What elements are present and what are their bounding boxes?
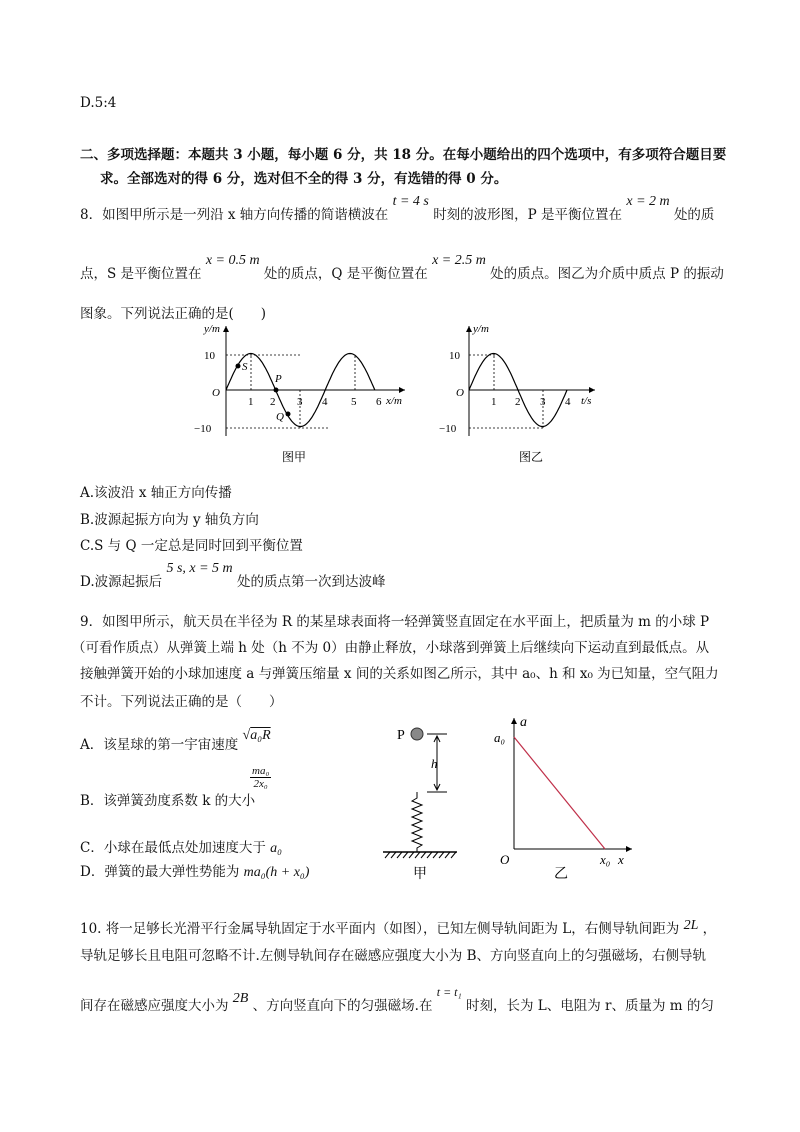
x-axis-label: x <box>618 852 624 867</box>
caption-yi: 图乙 <box>519 450 544 464</box>
tick-3: 3 <box>540 396 546 408</box>
q8-xq-eq: x = 2.5 m <box>432 253 486 268</box>
a-axis-label: a <box>520 715 527 730</box>
x-axis-label: x/m <box>386 395 402 407</box>
q9-sqrt-eq: √a₀R <box>242 728 271 743</box>
q10-2b-eq: 2B <box>232 991 249 1006</box>
caption-yi: 乙 <box>554 867 568 882</box>
origin-label: O <box>212 387 220 399</box>
q8-text: 时刻的波形图，P 是平衡位置在 <box>433 207 623 223</box>
tick-minus-10: −10 <box>194 423 212 435</box>
q9-option-a: A．该星球的第一宇宙速度 √a₀R <box>80 728 271 753</box>
q10-t1-eq: t = t₁ <box>436 985 462 999</box>
ball-label: P <box>397 728 405 743</box>
q8-figure-vibration <box>435 318 610 473</box>
ax-line <box>514 737 605 849</box>
q9-fraction: ma₀ 2x₀ <box>252 765 270 790</box>
q9-option-d: D．弹簧的最大弹性势能为 ma₀(h + x₀) <box>80 864 310 880</box>
x0-label: x₀ <box>600 852 611 867</box>
tick-6: 6 <box>376 396 382 408</box>
q10-line1: 10. 将一足够长光滑平行金属导轨固定于水平面内（如图），已知左侧导轨间距为 L，右侧导轨间距为 2L ， <box>80 918 717 937</box>
q8-option-b: B.波源起振方向为 y 轴负方向 <box>80 512 259 528</box>
spring <box>412 792 422 852</box>
q10-line2: 导轨足够长且电阻可忽略不计.左侧导轨间存在磁感应强度大小为 B、方向竖直向上的匀强磁场，右侧导轨 <box>80 948 707 964</box>
q8-option-a: A.该波沿 x 轴正方向传播 <box>80 485 232 501</box>
q8-text: 处的质点，Q 是平衡位置在 <box>263 266 428 282</box>
caption-jia: 图甲 <box>282 450 307 464</box>
y-axis-label: y/m <box>473 323 489 335</box>
q9-option-c: C．小球在最低点处加速度大于 a₀ <box>80 840 283 856</box>
prev-option-d: D.5:4 <box>80 95 117 111</box>
q8-line1 <box>80 194 715 224</box>
label-q: Q <box>276 411 284 423</box>
q8-line3: 图象。下列说法正确的是( ) <box>80 306 267 322</box>
q8-optd-eq: 5 s, x = 5 m <box>166 561 233 576</box>
q9-figure-spring <box>375 712 485 887</box>
q8-text: 处的质 <box>673 207 715 223</box>
point-p <box>274 388 279 393</box>
tick-2: 2 <box>515 396 521 408</box>
q8-option-d: D.波源起振后 5 s, x = 5 m 处的质点第一次到达波峰 <box>80 561 386 590</box>
q8-line2 <box>80 253 724 283</box>
point-s <box>236 364 241 369</box>
q8-xp-eq: x = 2 m <box>626 194 670 209</box>
tick-1: 1 <box>248 396 254 408</box>
tick-4: 4 <box>322 396 328 408</box>
caption-jia: 甲 <box>413 867 427 882</box>
tick-1: 1 <box>491 396 497 408</box>
q8-xs-eq: x = 0.5 m <box>205 253 260 268</box>
q9-option-b: B．该弹簧劲度系数 k 的大小 ma₀ 2x₀ <box>80 765 270 809</box>
tick-10: 10 <box>204 350 215 362</box>
q8-option-c: C.S 与 Q 一定总是同时回到平衡位置 <box>80 538 303 554</box>
section-heading-line2: 求。全部选对的得 6 分，选对但不全的得 3 分，有选错的得 0 分。 <box>100 171 508 187</box>
y-axis-label: y/m <box>204 323 220 335</box>
x-axis-label: t/s <box>581 395 592 407</box>
origin-label: O <box>456 387 464 399</box>
q8-text: 8．如图甲所示是一列沿 x 轴方向传播的简谐横波在 <box>80 207 389 223</box>
q9-line2: （可看作质点）从弹簧上端 h 处（h 不为 0）由静止释放，小球落到弹簧上后继续向下运动直到最低点。从 <box>72 640 710 656</box>
label-p: P <box>275 373 282 385</box>
height-label: h <box>431 756 438 771</box>
tick-10: 10 <box>449 350 460 362</box>
tick-5: 5 <box>351 396 357 408</box>
point-q <box>286 412 291 417</box>
tick-4: 4 <box>565 396 571 408</box>
q8-figure-wave <box>190 318 420 473</box>
origin-label: O <box>500 852 510 867</box>
q10-2l-eq: 2L <box>683 918 699 933</box>
tick-2: 2 <box>270 396 276 408</box>
q10-line3: 间存在磁感应强度大小为 2B 、方向竖直向下的匀强磁场.在 t = t₁ 时刻，长为 L、电阻为 r、质量为 m 的匀 <box>80 985 714 1014</box>
q9-line3: 接触弹簧开始的小球加速度 a 与弹簧压缩量 x 间的关系如图乙所示，其中 a₀、h 和 x₀ 为已知量，空气阻力 <box>80 666 719 682</box>
label-s: S <box>242 361 248 373</box>
q9-figure-ax-graph <box>492 712 642 887</box>
a0-label: a₀ <box>494 730 506 745</box>
q9-line1: 9．如图甲所示，航天员在半径为 R 的某星球表面将一轻弹簧竖直固定在水平面上，把质量为 m 的小球 P <box>80 614 710 630</box>
tick-3: 3 <box>297 396 303 408</box>
section-heading-line1: 二、多项选择题：本题共 3 小题，每小题 6 分，共 18 分。在每小题给出的四个选项中，有多项符合题目要 <box>80 147 727 163</box>
q8-text: 点，S 是平衡位置在 <box>80 266 202 282</box>
q9-line4: 不计。下列说法正确的是（ ） <box>80 694 283 710</box>
ball-p <box>411 728 423 740</box>
tick-minus-10: −10 <box>439 423 457 435</box>
q8-text: 处的质点。图乙为介质中质点 P 的振动 <box>490 266 724 282</box>
q8-time-eq: t = 4 s <box>392 194 429 209</box>
